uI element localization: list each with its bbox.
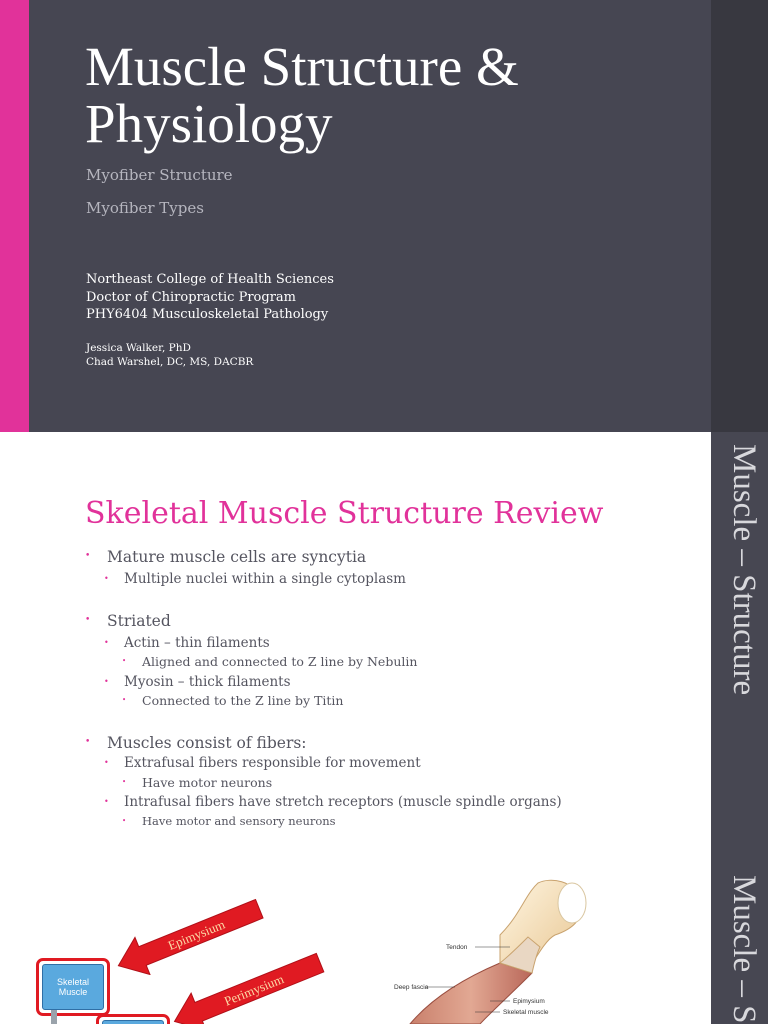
epimysium-anat-label: Epimysium bbox=[513, 998, 545, 1005]
fascicle-box bbox=[96, 1014, 170, 1024]
bullet-dot-icon: • bbox=[122, 657, 127, 665]
bullet-level2: • Actin – thin filaments bbox=[104, 635, 270, 651]
bullet-level3: • Have motor neurons bbox=[122, 775, 273, 790]
bullet-level2: • Extrafusal fibers responsible for movement bbox=[104, 755, 421, 771]
institution-program: Doctor of Chiropractic Program bbox=[86, 289, 296, 305]
bullet-dot-icon: • bbox=[122, 696, 127, 704]
skeletal-muscle-anat-label: Skeletal muscle bbox=[503, 1009, 549, 1016]
bullet-dot-icon: • bbox=[122, 817, 127, 825]
bullet-level3: • Have motor and sensory neurons bbox=[122, 814, 336, 828]
bullet-level1: • Muscles consist of fibers: bbox=[85, 734, 307, 752]
bullet-level2: • Multiple nuclei within a single cytoplasm bbox=[104, 571, 406, 587]
institution-block bbox=[86, 271, 334, 324]
accent-bar bbox=[0, 0, 29, 432]
bullet-dot-icon: • bbox=[85, 615, 91, 625]
side-strip bbox=[711, 0, 768, 432]
side-label: Muscle – S bbox=[726, 875, 762, 1024]
author-walker: Jessica Walker, PhD bbox=[86, 342, 191, 354]
bullet-dot-icon: • bbox=[104, 797, 109, 806]
side-strip bbox=[711, 865, 768, 1024]
bullet-level3: • Connected to the Z line by Titin bbox=[122, 693, 344, 708]
bone-condyle bbox=[558, 883, 586, 923]
bullet-dot-icon: • bbox=[104, 638, 109, 647]
bullet-dot-icon: • bbox=[104, 758, 109, 767]
perimysium-arrow bbox=[160, 950, 335, 1024]
subtitle-myofiber-structure: Myofiber Structure bbox=[86, 166, 233, 184]
bullet-level2: • Myosin – thick filaments bbox=[104, 674, 291, 690]
bullet-level1: • Striated bbox=[85, 612, 171, 630]
bullet-dot-icon: • bbox=[122, 778, 127, 786]
institution-college: Northeast College of Health Sciences bbox=[86, 272, 334, 287]
muscle-diagram-slide bbox=[0, 865, 768, 1024]
author-warshel: Chad Warshel, DC, MS, DACBR bbox=[86, 356, 254, 368]
side-strip bbox=[711, 432, 768, 865]
institution-course: PHY6404 Musculoskeletal Pathology bbox=[86, 307, 329, 322]
structure-review-slide bbox=[0, 432, 768, 865]
bullet-level1: • Mature muscle cells are syncytia bbox=[85, 548, 367, 566]
tendon-label: Tendon bbox=[446, 944, 468, 951]
slide-title: Muscle Structure & Physiology bbox=[85, 36, 519, 154]
connector-line bbox=[51, 1010, 57, 1024]
authors-block bbox=[86, 341, 253, 369]
title-slide bbox=[0, 0, 768, 432]
skeletal-muscle-label: Skeletal Muscle bbox=[42, 964, 104, 1010]
bullet-dot-icon: • bbox=[85, 737, 91, 747]
side-label: Muscle – Structure bbox=[726, 444, 762, 696]
subtitle-myofiber-types: Myofiber Types bbox=[86, 199, 204, 217]
bullet-dot-icon: • bbox=[85, 551, 91, 561]
skeletal-muscle-box bbox=[36, 958, 110, 1016]
bullet-dot-icon: • bbox=[104, 677, 109, 686]
slide-heading: Skeletal Muscle Structure Review bbox=[85, 496, 604, 531]
epimysium-label: Epimysium bbox=[165, 916, 228, 953]
bullet-level3: • Aligned and connected to Z line by Nebulin bbox=[122, 654, 418, 669]
muscle-anatomy-illustration bbox=[350, 875, 610, 1024]
bullet-level2: • Intrafusal fibers have stretch receptors (muscle spindle organs) bbox=[104, 794, 562, 810]
deep-fascia-label: Deep fascia bbox=[394, 984, 429, 991]
bullet-dot-icon: • bbox=[104, 574, 109, 583]
perimysium-label: Perimysium bbox=[221, 971, 286, 1009]
